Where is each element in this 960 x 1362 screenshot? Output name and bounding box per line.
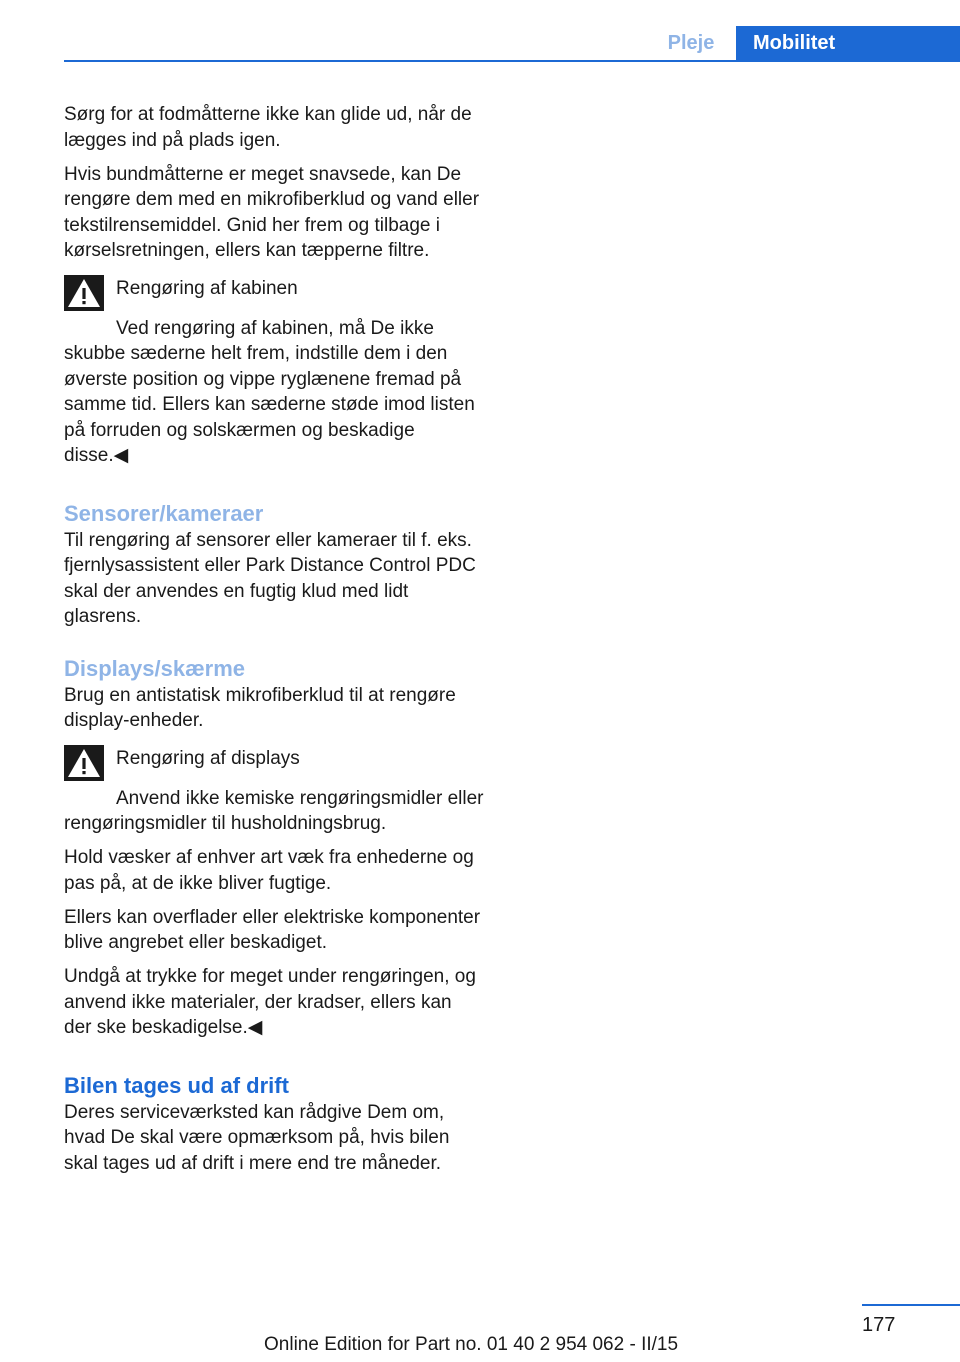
warning-triangle-icon [64, 745, 104, 781]
warning-text: Ved rengøring af kabinen, må De ikke skubbe sæderne helt frem, indstille dem i den øverste position og vippe ryglænene fremad på samme tid. Ellers kan sæderne støde imod listen på forruden og solskærmen og beskadige disse.◀ [64, 317, 475, 466]
paragraph-vehicle-storage: Deres serviceværksted kan rådgive Dem om, hvad De skal være opmærksom på, hvis bilen skal tages ud af drift i mere end tre måneder. [64, 1101, 450, 1174]
heading-displays: Displays/skærme [64, 655, 245, 681]
heading-vehicle-storage: Bilen tages ud af drift [64, 1072, 289, 1098]
footer-rule [862, 1304, 960, 1306]
warning-text: Anvend ikke kemiske rengøringsmidler eller rengøringsmidler til husholdningsbrug. [64, 787, 484, 834]
edition-info: Online Edition for Part no. 01 40 2 954 062 - II/15 [264, 1334, 679, 1355]
warning-text: Hold væsker af enhver art væk fra enhederne og pas på, at de ikke bliver fugtige. [64, 847, 474, 894]
paragraph-floor-mats-cleaning: Hvis bundmåtterne er meget snavsede, kan De rengøre dem med en mikrofiberklud og vand eller tekstilrensemiddel. Gnid her frem og tilbage i kørselsretningen, ellers kan tæpperne filtre. [64, 163, 480, 261]
warning-display-cleaning [64, 746, 484, 1041]
heading-sensors-cameras: Sensorer/kameraer [64, 500, 264, 526]
paragraph-displays: Brug en antistatisk mikrofiberklud til at rengøre display-enheder. [64, 684, 456, 731]
paragraph-sensors-cameras: Til rengøring af sensorer eller kameraer til f. eks. fjernlysassistent eller Park Distance Control PDC skal der anvendes en fugtig klud med lidt glasrens. [64, 529, 476, 627]
main-column [64, 102, 484, 1185]
warning-text: Undgå at trykke for meget under rengøringen, og anvend ikke materialer, der kradser, ellers kan der ske beskadigelse.◀ [64, 966, 476, 1038]
paragraph-floor-mats-placement: Sørg for at fodmåtterne ikke kan glide ud, når de lægges ind på plads igen. [64, 104, 472, 151]
warning-title: Rengøring af kabinen [116, 277, 298, 299]
warning-cabin-cleaning [64, 276, 484, 469]
page-number: 177 [862, 1314, 896, 1336]
tab-pleje[interactable]: Pleje [667, 32, 715, 54]
warning-triangle-icon [64, 275, 104, 311]
warning-title: Rengøring af displays [116, 747, 300, 769]
tab-mobilitet[interactable]: Mobilitet [736, 26, 960, 62]
warning-text: Ellers kan overflader eller elektriske komponenter blive angrebet eller beskadiget. [64, 906, 481, 953]
